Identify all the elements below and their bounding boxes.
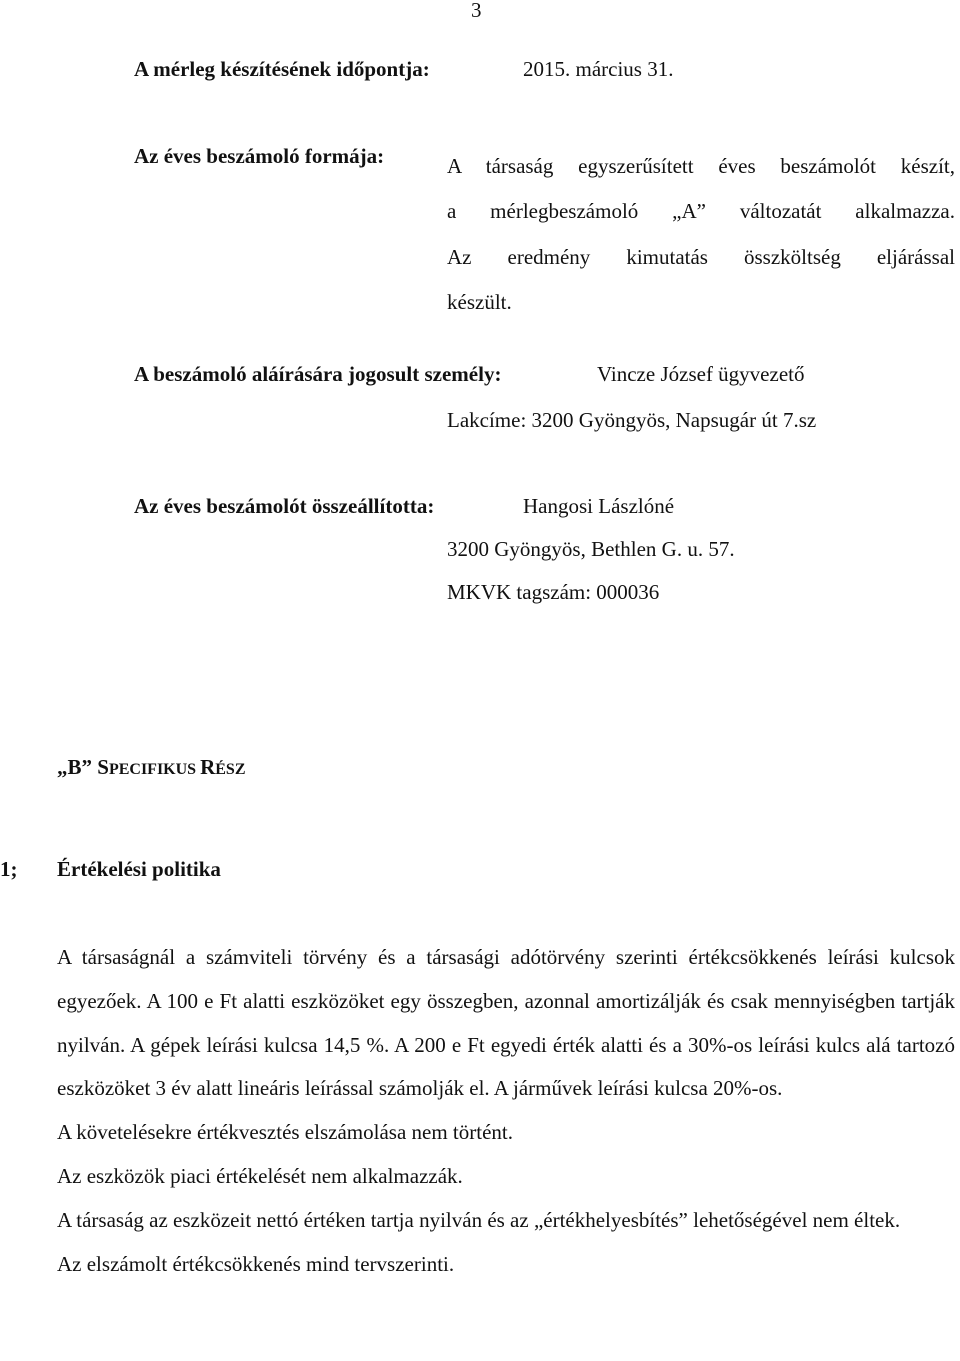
subsection-number: 1; <box>0 857 18 881</box>
compiler-name: Hangosi Lászlóné <box>523 494 675 518</box>
paragraph-planned-depreciation: Az elszámolt értékcsökkenés mind tervszerinti. <box>57 1251 455 1276</box>
compiler-address: 3200 Gyöngyös, Bethlen G. u. 57. <box>447 537 735 561</box>
section-title-pecifikus: PECIFIKUS <box>108 761 201 778</box>
section-title <box>57 755 246 780</box>
balance-date-value: 2015. március 31. <box>523 57 674 81</box>
page-number: 3 <box>471 0 482 22</box>
compiler-membership: MKVK tagszám: 000036 <box>447 580 660 604</box>
section-title-esz: ÉSZ <box>215 761 246 778</box>
compiler-label: Az éves beszámolót összeállította: <box>134 494 435 518</box>
section-title-quote: „B” <box>57 755 98 779</box>
report-form-line: a mérlegbeszámoló „A” változatát alkalmazza. <box>447 199 955 224</box>
signatory-label: A beszámoló aláírására jogosult személy: <box>134 362 502 386</box>
report-form-line: A társaság egyszerűsített éves beszámolót készít, <box>447 154 955 178</box>
signatory-name: Vincze József ügyvezető <box>597 362 805 386</box>
balance-date-label: A mérleg készítésének időpontja: <box>134 57 430 81</box>
signatory-address: Lakcíme: 3200 Gyöngyös, Napsugár út 7.sz <box>447 408 817 432</box>
section-title-r: R <box>200 755 216 779</box>
report-form-line: készült. <box>447 289 512 314</box>
subsection-title: Értékelési politika <box>57 857 221 881</box>
section-title-s: S <box>97 755 109 779</box>
report-form-label: Az éves beszámoló formája: <box>134 144 385 168</box>
report-form-value <box>447 144 955 325</box>
paragraph-depreciation: A társaságnál a számviteli törvény és a társasági adótörvény szerinti értékcsökkenés leírási kulcsok egyezőek. A 100 e Ft alatti eszközöket egy összegben, azonnal amortizálják és csak mennyiségben tartják nyilván. A gépek leírási kulcsa 14,5 %. A 200 e Ft egyedi érték alatti és a 30%-os leírási kulcs alá tartozó eszközöket 3 év alatt lineáris leírással számolják el. A járművek leírási kulcsa 20%-os. <box>57 945 955 1101</box>
body-text <box>57 936 955 1286</box>
paragraph-market-valuation: Az eszközök piaci értékelését nem alkalmazzák. <box>57 1163 463 1188</box>
paragraph-revaluation: A társaság az eszközeit nettó értéken tartja nyilván és az „értékhelyesbítés” lehetőségével nem éltek. <box>57 1207 901 1232</box>
paragraph-receivables: A követelésekre értékvesztés elszámolása nem történt. <box>57 1120 513 1145</box>
report-form-line: Az eredmény kimutatás összköltség eljárással <box>447 244 955 269</box>
